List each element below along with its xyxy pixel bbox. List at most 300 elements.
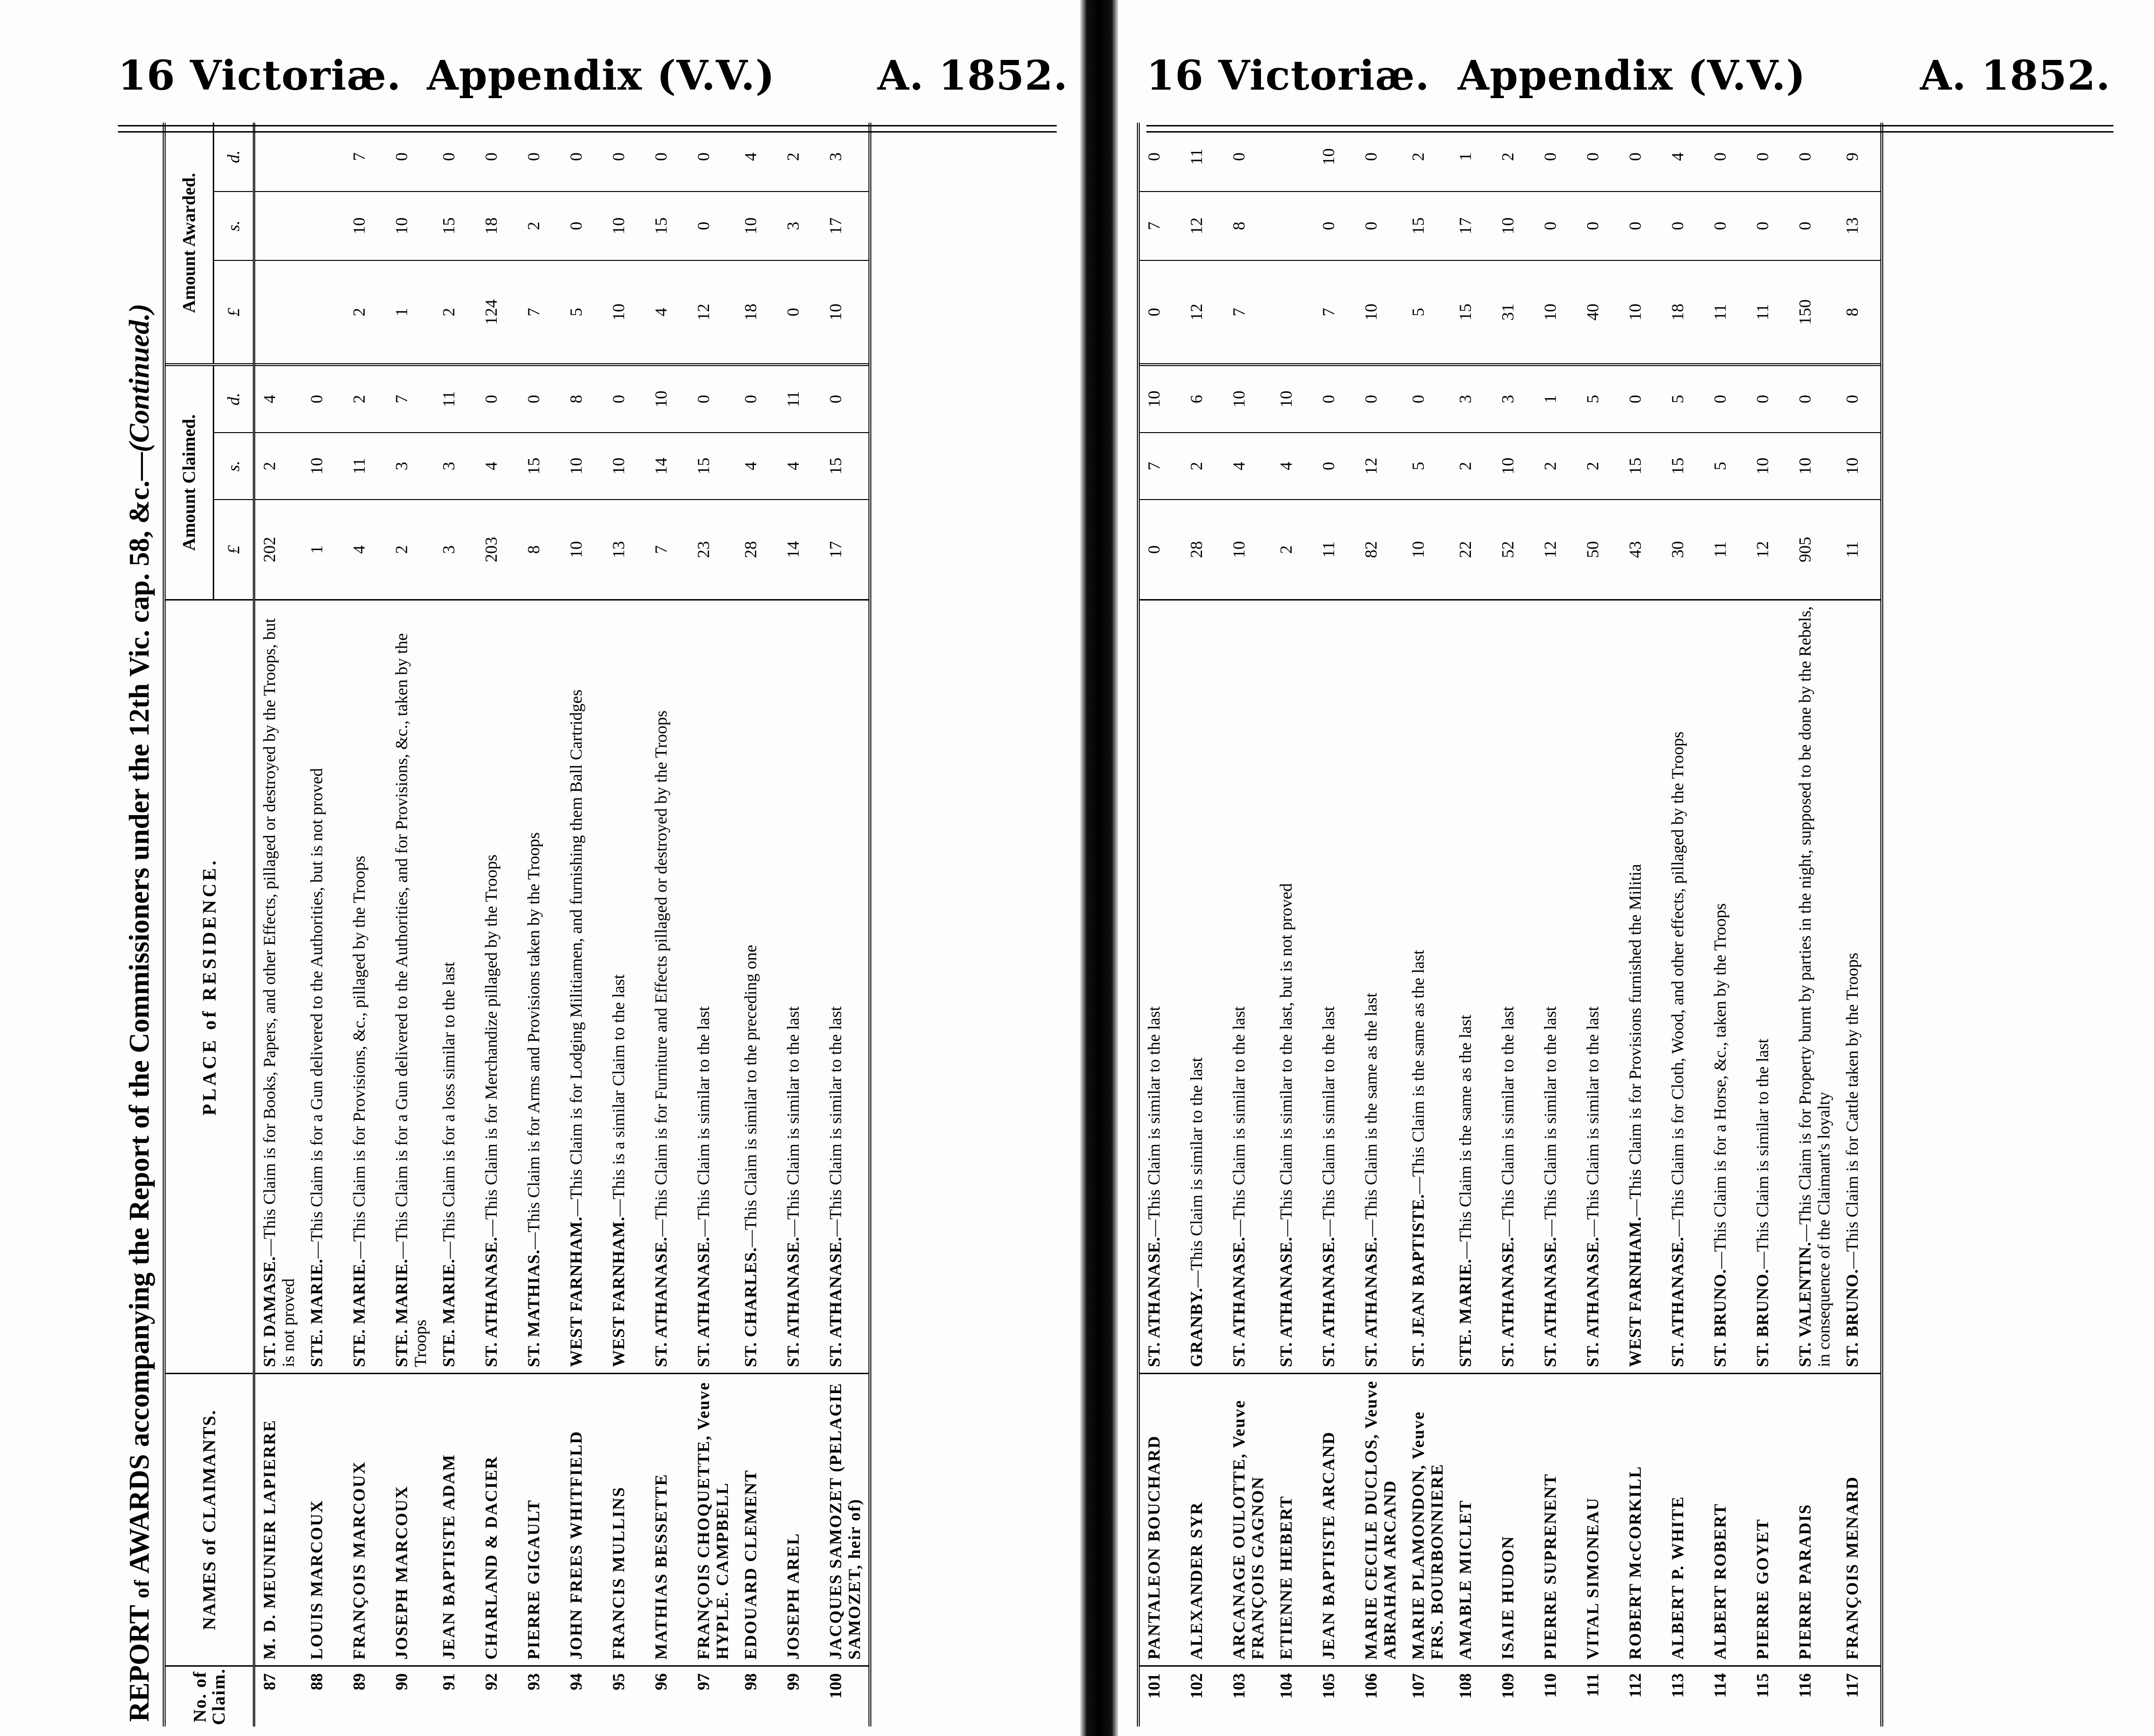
- awarded-pounds: 10: [604, 260, 647, 363]
- amount-claimed: [1494, 363, 1536, 599]
- claim-number: 99: [779, 1665, 821, 1727]
- claimed-shillings: 10: [1748, 432, 1791, 499]
- claim-number: 114: [1706, 1665, 1748, 1727]
- awarded-pence: 0: [651, 152, 670, 161]
- place-description: [647, 599, 689, 1373]
- place-of-residence: GRANBY.: [1187, 1287, 1206, 1367]
- awarded-pounds: 40: [1578, 260, 1621, 363]
- place-description: [779, 599, 821, 1373]
- awarded-pounds: [302, 260, 345, 363]
- table-body-left: [255, 123, 868, 1727]
- awarded-pounds: 10: [1536, 260, 1578, 363]
- claimed-shillings: 10: [302, 432, 345, 499]
- left-running-head: [0, 52, 1080, 118]
- place-description: [302, 599, 345, 1373]
- claimant-name: ALBERT P. WHITE: [1663, 1373, 1706, 1665]
- claimed-pence: 0: [524, 395, 543, 403]
- claim-description: —This Claim is for a Gun delivered to the Authorities, but is not proved: [307, 768, 326, 1259]
- claim-description: —This Claim is similar to the preceding one: [741, 944, 760, 1247]
- table-row: [1404, 123, 1451, 1727]
- amount-awarded: [779, 123, 821, 363]
- amount-awarded: [1272, 123, 1314, 363]
- awarded-pence: 0: [439, 152, 458, 161]
- claim-number: 106: [1357, 1665, 1404, 1727]
- awards-table-right: [1137, 123, 1883, 1727]
- awarded-shillings: 0: [1578, 191, 1621, 260]
- claimed-shillings: 12: [1357, 432, 1404, 499]
- place-description: [1225, 599, 1272, 1373]
- col-header-claimed: Amount Claimed.: [166, 366, 214, 599]
- claimed-shillings: 3: [434, 432, 477, 499]
- amount-claimed: [1272, 363, 1314, 599]
- place-of-residence: ST. BRUNO.: [1753, 1269, 1772, 1367]
- awarded-pounds: 124: [477, 260, 519, 363]
- awarded-shillings: 10: [604, 191, 647, 260]
- claim-number: 108: [1451, 1665, 1494, 1727]
- claim-description: —This is a similar Claim to the last: [609, 974, 628, 1217]
- awarded-pounds: 5: [1404, 260, 1451, 363]
- table-row: [779, 123, 821, 1727]
- amount-awarded: [345, 123, 387, 363]
- claimed-shillings: 4: [1225, 432, 1272, 499]
- claim-number: 117: [1838, 1665, 1880, 1727]
- claimant-name: ROBERT McCORKILL: [1621, 1373, 1663, 1665]
- table-row: [647, 123, 689, 1727]
- claimed-pence: 0: [1361, 395, 1380, 403]
- awarded-shillings: 17: [821, 191, 868, 260]
- awarded-pence: 3: [826, 152, 845, 161]
- claimed-pence: 0: [482, 395, 501, 403]
- awarded-pence: 0: [1626, 152, 1645, 161]
- place-description: [821, 599, 868, 1373]
- place-of-residence: WEST FARNHAM.: [1626, 1216, 1645, 1367]
- awarded-pence: 2: [784, 152, 802, 161]
- amount-awarded: [1791, 123, 1838, 363]
- awarded-shillings: 17: [1451, 191, 1494, 260]
- place-description: [345, 599, 387, 1373]
- claim-description: —This Claim is similar to the last: [1498, 1006, 1517, 1237]
- claimant-name: PIERRE PARADIS: [1791, 1373, 1838, 1665]
- awarded-shillings: 0: [1791, 191, 1838, 260]
- amount-claimed: [1621, 363, 1663, 599]
- place-of-residence: ST. ATHANASE.: [826, 1236, 845, 1367]
- amount-awarded: [1578, 123, 1621, 363]
- claimed-pounds: 12: [1748, 499, 1791, 599]
- claimed-shillings: 2: [1578, 432, 1621, 499]
- claim-number: 91: [434, 1665, 477, 1727]
- awarded-pence: 0: [1361, 152, 1380, 161]
- awarded-pence: 0: [609, 152, 628, 161]
- place-description: [1182, 599, 1225, 1373]
- awarded-pence: 0: [482, 152, 501, 161]
- claim-number: 94: [562, 1665, 604, 1727]
- claim-description: —This Claim is for Provisions furnished the Militia: [1626, 864, 1645, 1217]
- amount-claimed: [821, 363, 868, 599]
- claimed-pounds: 13: [604, 499, 647, 599]
- amount-claimed: [779, 363, 821, 599]
- claim-description: —This Claim is similar to the last: [1229, 1006, 1248, 1237]
- claim-description: —This Claim is for Provisions, &c., pillaged by the Troops: [350, 855, 368, 1259]
- claim-number: 87: [255, 1665, 302, 1727]
- awarded-pounds: 5: [562, 260, 604, 363]
- claimed-pence: 10: [1229, 391, 1248, 408]
- place-of-residence: STE. MARIE.: [439, 1258, 458, 1367]
- claimed-pounds: 2: [1272, 499, 1314, 599]
- awarded-pounds: 11: [1706, 260, 1748, 363]
- table-row: [1451, 123, 1494, 1727]
- amount-awarded: [1451, 123, 1494, 363]
- col-pence: d.: [224, 392, 243, 406]
- amount-awarded: [1404, 123, 1451, 363]
- place-description: [519, 599, 562, 1373]
- claimed-pence: 5: [1583, 395, 1602, 403]
- claim-description: —This Claim is for Arms and Provisions taken by the Troops: [524, 832, 543, 1250]
- awarded-pounds: 10: [1357, 260, 1404, 363]
- awarded-shillings: 0: [1706, 191, 1748, 260]
- claimed-pence: 10: [651, 391, 670, 408]
- awarded-pounds: 8: [1838, 260, 1880, 363]
- place-of-residence: ST. ATHANASE.: [1229, 1236, 1248, 1367]
- claim-number: 93: [519, 1665, 562, 1727]
- amount-awarded: [1357, 123, 1404, 363]
- table-row: [1182, 123, 1225, 1727]
- claim-number: 104: [1272, 1665, 1314, 1727]
- claim-description: —This Claim is similar to the last: [1319, 1006, 1338, 1237]
- claim-description: —This Claim is for Books, Papers, and other Effects, pillaged or destroyed by the Troops, but is not proved: [260, 618, 298, 1367]
- place-of-residence: ST. ATHANASE.: [1583, 1236, 1602, 1367]
- book-gutter: [1080, 0, 1118, 1736]
- claimed-pounds: 14: [779, 499, 821, 599]
- place-description: [387, 599, 434, 1373]
- place-description: [1404, 599, 1451, 1373]
- awarded-shillings: 15: [647, 191, 689, 260]
- claim-number: 101: [1140, 1665, 1182, 1727]
- claimed-pence: 3: [1498, 395, 1517, 403]
- claimed-pence: 5: [1668, 395, 1687, 403]
- claimed-shillings: 15: [821, 432, 868, 499]
- place-of-residence: ST. VALENTIN.: [1795, 1241, 1814, 1367]
- awarded-pence: 0: [1795, 152, 1814, 161]
- amount-claimed: [1536, 363, 1578, 599]
- place-of-residence: STE. MARIE.: [350, 1258, 368, 1367]
- amount-awarded: [1838, 123, 1880, 363]
- col-pound: £: [214, 499, 253, 599]
- amount-claimed: [562, 363, 604, 599]
- awarded-pounds: 7: [1314, 260, 1357, 363]
- place-of-residence: ST. ATHANASE.: [651, 1236, 670, 1367]
- place-description: [1578, 599, 1621, 1373]
- place-of-residence: STE. MARIE.: [1456, 1258, 1475, 1367]
- awarded-pence: 2: [1409, 152, 1428, 161]
- claimant-name: JEAN BAPTISTE ARCAND: [1314, 1373, 1357, 1665]
- claim-description: —This Claim is similar to the last: [1144, 1006, 1163, 1237]
- claim-description: —This Claim is similar to the last: [826, 1006, 845, 1237]
- awarded-shillings: 15: [434, 191, 477, 260]
- right-running-head: [1118, 52, 2154, 118]
- amount-awarded: [604, 123, 647, 363]
- awarded-pounds: 31: [1494, 260, 1536, 363]
- place-of-residence: ST. MATHIAS.: [524, 1249, 543, 1367]
- amount-claimed: [387, 363, 434, 599]
- amount-awarded: [689, 123, 736, 363]
- claim-number: 112: [1621, 1665, 1663, 1727]
- claimant-name: PANTALEON BOUCHARD: [1140, 1373, 1182, 1665]
- place-of-residence: ST. ATHANASE.: [1144, 1236, 1163, 1367]
- claimed-shillings: 4: [1272, 432, 1314, 499]
- claimed-pence: 10: [1144, 391, 1163, 408]
- claimed-pounds: 7: [647, 499, 689, 599]
- awarded-shillings: 7: [1140, 191, 1182, 260]
- awarded-shillings: 0: [1314, 191, 1357, 260]
- claim-number: 113: [1663, 1665, 1706, 1727]
- claimed-pounds: 11: [1706, 499, 1748, 599]
- claimed-pence: 0: [1626, 395, 1645, 403]
- awarded-pence: 4: [741, 152, 760, 161]
- place-description: [736, 599, 779, 1373]
- amount-awarded: [1314, 123, 1357, 363]
- claimed-pounds: 43: [1621, 499, 1663, 599]
- claimed-pounds: 0: [1140, 499, 1182, 599]
- claimed-shillings: 4: [736, 432, 779, 499]
- table-row: [689, 123, 736, 1727]
- claimed-pounds: 10: [1404, 499, 1451, 599]
- awarded-pence: 2: [1498, 152, 1517, 161]
- amount-awarded: [387, 123, 434, 363]
- claimed-shillings: 2: [1451, 432, 1494, 499]
- claimed-pounds: 22: [1451, 499, 1494, 599]
- awarded-shillings: [255, 191, 302, 260]
- claimed-pounds: 202: [255, 499, 302, 599]
- claim-number: 90: [387, 1665, 434, 1727]
- table-row: [1663, 123, 1706, 1727]
- place-description: [1791, 599, 1838, 1373]
- claimant-name: JEAN BAPTISTE ADAM: [434, 1373, 477, 1665]
- awarded-pence: [1272, 123, 1314, 191]
- place-of-residence: ST. BRUNO.: [1843, 1269, 1862, 1367]
- claimed-pence: 0: [694, 395, 713, 403]
- claim-description: —This Claim is similar to the last: [1753, 1038, 1772, 1269]
- table-body-right: [1140, 123, 1880, 1727]
- claimed-pence: 0: [609, 395, 628, 403]
- claimed-shillings: 3: [387, 432, 434, 499]
- right-appendix-title: Appendix (V.V.): [1458, 52, 1806, 100]
- amount-claimed: [1706, 363, 1748, 599]
- place-of-residence: STE. MARIE.: [307, 1258, 326, 1367]
- claimant-name: CHARLAND & DACIER: [477, 1373, 519, 1665]
- amount-awarded: [1536, 123, 1578, 363]
- table-row: [1272, 123, 1314, 1727]
- place-of-residence: ST. ATHANASE.: [482, 1236, 501, 1367]
- awarded-pence: 9: [1843, 152, 1862, 161]
- claim-number: 95: [604, 1665, 647, 1727]
- claimed-shillings: 10: [1791, 432, 1838, 499]
- claimed-shillings: 5: [1404, 432, 1451, 499]
- claimed-pounds: 203: [477, 499, 519, 599]
- col-header-no: No. of Claim.: [190, 1668, 229, 1725]
- place-of-residence: ST. ATHANASE.: [1277, 1236, 1295, 1367]
- table-row: [1536, 123, 1578, 1727]
- claimed-pence: 8: [567, 395, 585, 403]
- awarded-pence: 0: [1144, 152, 1163, 161]
- awarded-pounds: 18: [1663, 260, 1706, 363]
- claimant-name: AMABLE MICLET: [1451, 1373, 1494, 1665]
- claimant-name: ALEXANDER SYR: [1182, 1373, 1225, 1665]
- amount-awarded: [1182, 123, 1225, 363]
- awarded-shillings: [1272, 191, 1314, 260]
- place-description: [1663, 599, 1706, 1373]
- claim-description: —This Claim is for Lodging Militiamen, and furnishing them Ball Cartridges: [567, 689, 585, 1217]
- claim-number: 111: [1578, 1665, 1621, 1727]
- claimed-pence: 0: [307, 395, 326, 403]
- claimed-pounds: 8: [519, 499, 562, 599]
- table-header-row: [166, 123, 255, 1727]
- amount-claimed: [434, 363, 477, 599]
- awarded-shillings: 0: [1536, 191, 1578, 260]
- claim-description: —This Claim is similar to the last: [784, 1006, 802, 1237]
- claimed-pounds: 10: [1225, 499, 1272, 599]
- claimed-pence: 0: [1711, 395, 1729, 403]
- table-row: [255, 123, 302, 1727]
- awarded-shillings: 10: [1494, 191, 1536, 260]
- claim-number: 89: [345, 1665, 387, 1727]
- table-row: [1791, 123, 1838, 1727]
- right-year: A. 1852.: [1920, 52, 2111, 100]
- amount-awarded: [736, 123, 779, 363]
- table-row: [1838, 123, 1880, 1727]
- claimed-shillings: 2: [1182, 432, 1225, 499]
- col-header-names: NAMES of CLAIMANTS.: [199, 1409, 219, 1630]
- table-row: [1578, 123, 1621, 1727]
- claimed-shillings: 10: [1838, 432, 1880, 499]
- claim-description: —This Claim is the same as the last: [1409, 950, 1428, 1194]
- awarded-pounds: [255, 260, 302, 363]
- left-regnal-year: 16 Victoriæ.: [118, 52, 401, 100]
- awarded-pence: 11: [1187, 148, 1206, 165]
- claim-description: —This Claim is the same as the last: [1456, 1015, 1475, 1259]
- claimed-pence: 11: [439, 391, 458, 408]
- claim-number: 103: [1225, 1665, 1272, 1727]
- claimed-shillings: 14: [647, 432, 689, 499]
- claimed-pounds: 905: [1791, 499, 1838, 599]
- col-pence: d.: [224, 150, 243, 163]
- awarded-pounds: 1: [387, 260, 434, 363]
- amount-claimed: [1451, 363, 1494, 599]
- table-row: [604, 123, 647, 1727]
- table-row: [1706, 123, 1748, 1727]
- claimant-name: VITAL SIMONEAU: [1578, 1373, 1621, 1665]
- table-row: [821, 123, 868, 1727]
- amount-awarded: [1225, 123, 1272, 363]
- amount-claimed: [1182, 363, 1225, 599]
- awarded-pence: 0: [1711, 152, 1729, 161]
- claimant-name: JOSEPH AREL: [779, 1373, 821, 1665]
- awarded-shillings: 10: [736, 191, 779, 260]
- place-description: [1494, 599, 1536, 1373]
- claimed-pence: 0: [741, 395, 760, 403]
- col-shilling: s.: [214, 432, 253, 499]
- claimant-name: MARIE PLAMONDON, Veuve FRS. BOURBONNIERE: [1404, 1373, 1451, 1665]
- claimant-name: LOUIS MARCOUX: [302, 1373, 345, 1665]
- claimant-name: FRANÇOIS MENARD: [1838, 1373, 1880, 1665]
- claimed-pounds: 11: [1838, 499, 1880, 599]
- awarded-shillings: 0: [1621, 191, 1663, 260]
- awarded-pence: 0: [1753, 152, 1772, 161]
- amount-awarded: [647, 123, 689, 363]
- amount-claimed: [1748, 363, 1791, 599]
- claimed-pounds: 50: [1578, 499, 1621, 599]
- claimed-pence: 0: [1843, 395, 1862, 403]
- col-header-awarded: Amount Awarded.: [166, 123, 214, 363]
- claimed-shillings: 10: [562, 432, 604, 499]
- awarded-pounds: 11: [1748, 260, 1791, 363]
- amount-claimed: [1578, 363, 1621, 599]
- place-description: [1314, 599, 1357, 1373]
- awarded-shillings: 12: [1182, 191, 1225, 260]
- claimed-pounds: 11: [1314, 499, 1357, 599]
- claimed-pence: 0: [1319, 395, 1338, 403]
- awarded-pounds: 0: [1140, 260, 1182, 363]
- claimed-shillings: 15: [519, 432, 562, 499]
- place-description: [434, 599, 477, 1373]
- claimant-name: FRANCIS MULLINS: [604, 1373, 647, 1665]
- claimed-pence: 2: [350, 395, 368, 403]
- table-row: [562, 123, 604, 1727]
- amount-claimed: [302, 363, 345, 599]
- place-of-residence: STE. MARIE.: [392, 1258, 411, 1367]
- claimed-shillings: 4: [477, 432, 519, 499]
- amount-awarded: [1748, 123, 1791, 363]
- claimant-name: ARCANAGE OULOTTE, Veuve FRANÇOIS GAGNON: [1225, 1373, 1272, 1665]
- claim-description: —This Claim is for Cattle taken by the Troops: [1843, 952, 1862, 1269]
- amount-awarded: [302, 123, 345, 363]
- place-of-residence: ST. ATHANASE.: [1319, 1236, 1338, 1367]
- awarded-pence: 0: [1229, 152, 1248, 161]
- claimant-name: JOSEPH MARCOUX: [387, 1373, 434, 1665]
- awards-table-left: [163, 123, 871, 1727]
- awarded-pounds: 10: [1621, 260, 1663, 363]
- amount-claimed: [1225, 363, 1272, 599]
- amount-awarded: [255, 123, 302, 363]
- claim-number: 92: [477, 1665, 519, 1727]
- amount-claimed: [1357, 363, 1404, 599]
- claimant-name: ETIENNE HEBERT: [1272, 1373, 1314, 1665]
- claimed-pounds: 1: [302, 499, 345, 599]
- amount-claimed: [477, 363, 519, 599]
- claim-number: 97: [689, 1665, 736, 1727]
- awarded-pence: 0: [567, 152, 585, 161]
- awarded-pence: 10: [1319, 148, 1338, 166]
- place-description: [1357, 599, 1404, 1373]
- claimed-shillings: 10: [604, 432, 647, 499]
- claim-number: 105: [1314, 1665, 1357, 1727]
- claim-number: 98: [736, 1665, 779, 1727]
- amount-claimed: [604, 363, 647, 599]
- amount-claimed: [1663, 363, 1706, 599]
- awarded-shillings: 13: [1838, 191, 1880, 260]
- claimed-shillings: 15: [1621, 432, 1663, 499]
- claim-number: 110: [1536, 1665, 1578, 1727]
- table-row: [736, 123, 779, 1727]
- claimed-shillings: 15: [1663, 432, 1706, 499]
- claimed-pounds: 82: [1357, 499, 1404, 599]
- claim-description: —This Claim is for Property burnt by parties in the night, supposed to be done by the Rebels, in consequence of the Claimant's loyalty: [1795, 606, 1833, 1367]
- amount-awarded: [519, 123, 562, 363]
- table-row: [1357, 123, 1404, 1727]
- claimant-name: FRANÇOIS MARCOUX: [345, 1373, 387, 1665]
- place-of-residence: ST. ATHANASE.: [1541, 1236, 1560, 1367]
- claimed-pence: 0: [1409, 395, 1428, 403]
- claimant-name: FRANÇOIS CHOQUETTE, Veuve HYPLE. CAMPBELL: [689, 1373, 736, 1665]
